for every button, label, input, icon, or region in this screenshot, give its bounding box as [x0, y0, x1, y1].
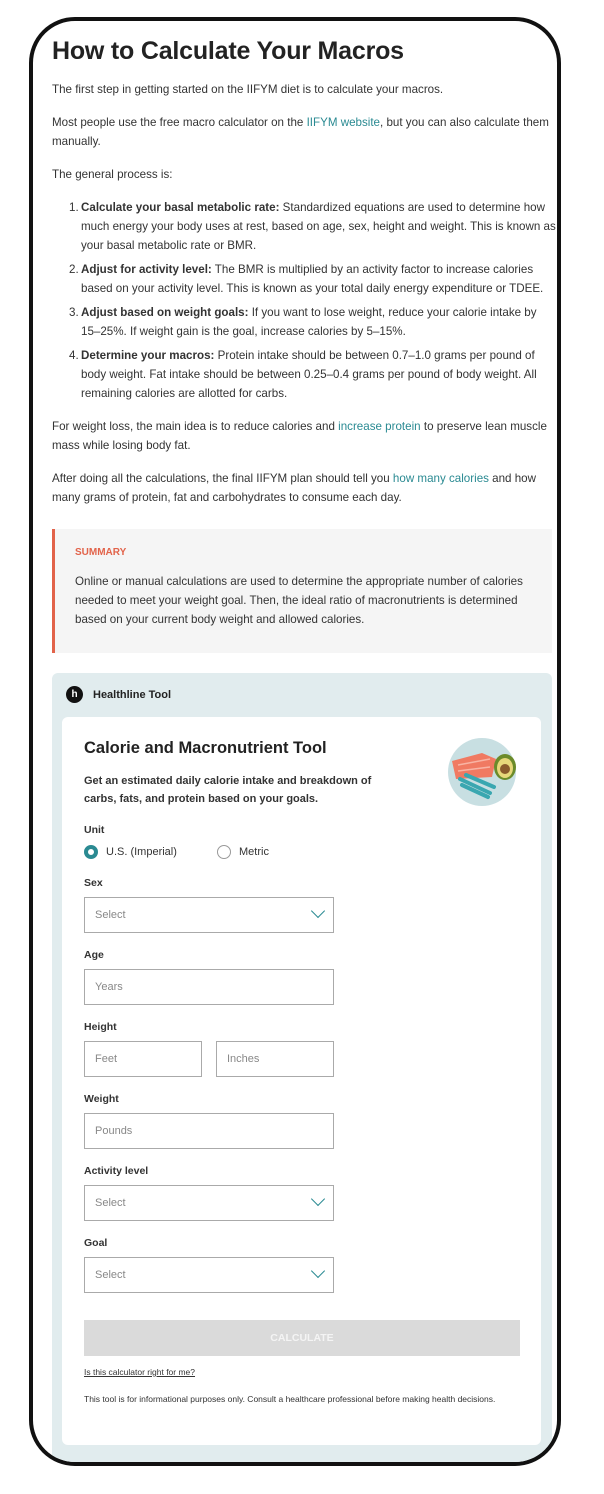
sex-select[interactable]	[84, 897, 334, 933]
placeholder: Years	[95, 981, 123, 993]
summary-title: SUMMARY	[75, 547, 127, 558]
unit-label: Unit	[84, 824, 105, 836]
inches-input[interactable]	[216, 1041, 334, 1077]
radio-label: U.S. (Imperial)	[106, 846, 177, 858]
paragraph-calculator	[52, 113, 557, 151]
radio-label: Metric	[239, 846, 269, 858]
calculate-button[interactable]: CALCULATE	[84, 1320, 520, 1356]
step-text: The BMR is multiplied by an activity factor to increase calories based on your activity level. This is known as your total daily energy expenditure or TDEE.	[81, 263, 544, 295]
article-body	[52, 35, 557, 1466]
text: and how many grams of protein, fat and carbohydrates to consume each day.	[52, 472, 536, 504]
food-illustration-icon	[446, 737, 518, 807]
tool-header	[66, 686, 171, 703]
goal-label: Goal	[84, 1237, 108, 1249]
select-value: Select	[95, 1269, 126, 1281]
age-label: Age	[84, 949, 104, 961]
step-number: 4.	[69, 349, 79, 362]
height-label: Height	[84, 1021, 117, 1033]
healthline-tool-panel	[52, 673, 552, 1466]
page-title: How to Calculate Your Macros	[52, 37, 404, 65]
summary-text: Online or manual calculations are used to determine the appropriate number of calories needed to meet your weight goal. Then, the ideal ratio of macronutrients is determined based on your current body weight and allowed calories.	[75, 575, 523, 626]
select-value: Select	[95, 909, 126, 921]
summary-box	[52, 529, 552, 653]
goal-select[interactable]	[84, 1257, 334, 1293]
step-item	[55, 260, 557, 298]
step-title: Calculate your basal metabolic rate:	[81, 201, 280, 214]
chevron-down-icon	[311, 1264, 325, 1278]
radio-selected-icon	[84, 845, 98, 859]
tool-header-label: Healthline Tool	[93, 688, 172, 701]
calculator-card	[62, 717, 541, 1445]
age-input[interactable]	[84, 969, 334, 1005]
text: to preserve lean muscle mass while losing body fat.	[52, 420, 547, 452]
step-item	[55, 303, 557, 341]
unit-radio-metric[interactable]	[217, 845, 269, 859]
step-item	[55, 198, 557, 255]
step-text: Protein intake should be between 0.7–1.0 grams per pound of body weight. Fat intake should be between 0.25–0.4 grams per pound of body weight. All remaining calories are allotted for carbs.	[81, 349, 537, 400]
step-number: 2.	[69, 263, 79, 276]
text: Most people use the free macro calculator on the	[52, 116, 307, 129]
chevron-down-icon	[311, 1192, 325, 1206]
sex-label: Sex	[84, 877, 103, 889]
final-plan-paragraph	[52, 469, 557, 507]
unit-radio-imperial[interactable]	[84, 845, 177, 859]
step-number: 3.	[69, 306, 79, 319]
placeholder: Inches	[227, 1053, 260, 1065]
placeholder: Pounds	[95, 1125, 133, 1137]
radio-empty-icon	[217, 845, 231, 859]
tool-subtitle: Get an estimated daily calorie intake and breakdown of carbs, fats, and protein based on your goals.	[84, 775, 372, 805]
step-item	[55, 346, 557, 403]
activity-label: Activity level	[84, 1165, 149, 1177]
text: , but you can also calculate them manually.	[52, 116, 549, 148]
text: For weight loss, the main idea is to reduce calories and	[52, 420, 339, 433]
weight-input[interactable]	[84, 1113, 334, 1149]
device-frame	[29, 17, 561, 1466]
step-title: Adjust based on weight goals:	[81, 306, 249, 319]
healthline-logo-icon: h	[66, 686, 83, 703]
select-value: Select	[95, 1197, 126, 1209]
weight-loss-paragraph	[52, 417, 557, 455]
step-number: 1.	[69, 201, 79, 214]
chevron-down-icon	[311, 904, 325, 918]
placeholder: Feet	[95, 1053, 118, 1065]
tool-title: Calorie and Macronutrient Tool	[84, 739, 327, 757]
iifym-website-link[interactable]: IIFYM website	[306, 116, 381, 129]
step-title: Adjust for activity level:	[81, 263, 212, 276]
increase-protein-link[interactable]: increase protein	[338, 420, 421, 433]
text: After doing all the calculations, the final IIFYM plan should tell you	[52, 472, 393, 485]
how-many-calories-link[interactable]: how many calories	[392, 472, 489, 485]
intro-paragraph: The first step in getting started on the IIFYM diet is to calculate your macros.	[52, 83, 444, 96]
disclaimer: This tool is for informational purposes only. Consult a healthcare professional before making health decisions.	[84, 1394, 496, 1404]
weight-label: Weight	[84, 1093, 119, 1105]
step-text: If you want to lose weight, reduce your calorie intake by 15–25%. If weight gain is the goal, increase calories by 5–15%.	[81, 306, 537, 338]
activity-select[interactable]	[84, 1185, 334, 1221]
step-title: Determine your macros:	[81, 349, 215, 362]
feet-input[interactable]	[84, 1041, 202, 1077]
process-intro: The general process is:	[52, 168, 173, 181]
calculator-info-link[interactable]: Is this calculator right for me?	[84, 1367, 196, 1377]
steps-list	[55, 198, 557, 403]
step-text: Standardized equations are used to determine how much energy your body uses at rest, based on age, sex, height and weight. This is known as your basal metabolic rate or BMR.	[81, 201, 556, 252]
